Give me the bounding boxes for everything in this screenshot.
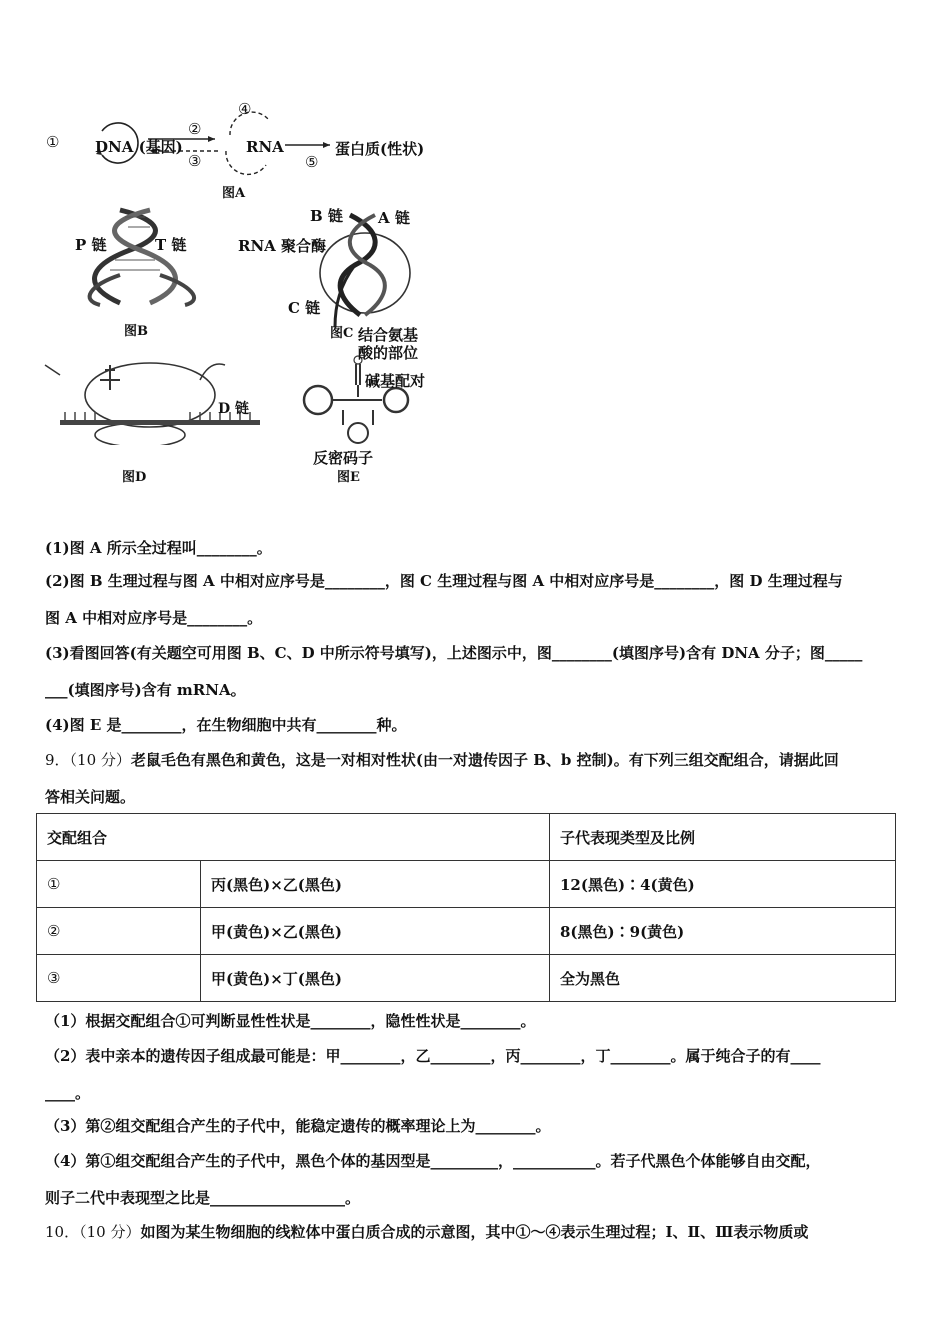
header-cross: 交配组合 xyxy=(37,814,550,861)
figc-c-chain-label: C 链 xyxy=(288,299,321,317)
figd-d-chain-label: D 链 xyxy=(218,401,250,417)
figd-caption: 图D xyxy=(122,470,147,485)
mrna-strand xyxy=(60,420,260,425)
row-cross: 甲(黄色)×丁(黑色) xyxy=(201,955,550,1002)
table-row xyxy=(37,908,896,955)
trna-left-loop xyxy=(304,386,332,414)
row-result: 全为黑色 xyxy=(550,955,896,1002)
row-id: ③ xyxy=(37,955,201,1002)
figa-label-3: ③ xyxy=(188,152,202,170)
fige-anticodon-label: 反密码子 xyxy=(313,449,374,467)
figb-p-chain-label: P 链 xyxy=(75,236,107,254)
q10-text: 如图为某生物细胞的线粒体中蛋白质合成的示意图，其中①～④表示生理过程；Ⅰ、Ⅱ、Ⅲ表示物质或 xyxy=(140,1223,809,1241)
fige-base-pair-label: 碱基配对 xyxy=(365,372,426,390)
q8-part4: (4)图 E 是________，在生物细胞中共有________种。 xyxy=(45,716,407,734)
q8-part2-line2: 图 A 中相对应序号是________。 xyxy=(45,609,263,627)
row-cross: 丙(黑色)×乙(黑色) xyxy=(201,861,550,908)
table-row xyxy=(37,955,896,1002)
q9-intro-line1 xyxy=(45,749,839,770)
figc-caption: 图C xyxy=(330,326,354,341)
q9-intro-text: 老鼠毛色有黑色和黄色，这是一对相对性状(由一对遗传因子 B、b 控制)。有下列三组交配组合，请据此回 xyxy=(130,751,839,769)
q8-part2-line1: (2)图 B 生理过程与图 A 中相对应序号是________，图 C 生理过程与图 A 中相对应序号是________，图 D 生理过程与 xyxy=(45,572,843,590)
q9-sub4-line1: （4）第①组交配组合产生的子代中，黑色个体的基因型是_________，___________。若子代黑色个体能够自由交配， xyxy=(45,1152,821,1170)
q9-sub2-line2: ____。 xyxy=(45,1084,91,1102)
figc-rna-polymerase-label: RNA 聚合酶 xyxy=(238,237,327,255)
q8-part3-line2: ___(填图序号)含有 mRNA。 xyxy=(45,681,246,699)
q10-number: 10．（10 分） xyxy=(45,1223,141,1241)
fige-aa-site-line2: 酸的部位 xyxy=(358,344,419,362)
figa-dna-label: DNA (基因) xyxy=(95,138,183,156)
row-result: 12(黑色)∶4(黄色) xyxy=(550,861,896,908)
q10-intro xyxy=(45,1221,808,1242)
row-cross: 甲(黄色)×乙(黑色) xyxy=(201,908,550,955)
figa-rna-label: RNA xyxy=(246,138,284,156)
figa-caption: 图A xyxy=(222,186,246,201)
table-header-row xyxy=(37,814,896,861)
row-id: ② xyxy=(37,908,201,955)
ribosome-large-subunit xyxy=(85,363,215,427)
figa-label-1: ① xyxy=(46,133,60,151)
figure-b-dna-replication xyxy=(70,205,220,310)
figa-label-4: ④ xyxy=(238,100,252,118)
row-result: 8(黑色)∶9(黄色) xyxy=(550,908,896,955)
q9-sub1: （1）根据交配组合①可判断显性性状是________，隐性性状是________。 xyxy=(45,1012,536,1030)
figb-caption: 图B xyxy=(124,324,148,339)
q9-sub2-line1: （2）表中亲本的遗传因子组成最可能是：甲________，乙________，丙________，丁________。属于纯合子的有____ xyxy=(45,1047,821,1065)
row-id: ① xyxy=(37,861,201,908)
q9-intro-line2: 答相关问题。 xyxy=(45,788,136,806)
q8-part1: (1)图 A 所示全过程叫________。 xyxy=(45,539,272,557)
fige-aa-site-line1: 结合氨基 xyxy=(358,326,419,344)
trna-right-loop xyxy=(384,388,408,412)
q9-sub4-line2: 则子二代中表现型之比是__________________。 xyxy=(45,1189,361,1207)
anticodon-loop xyxy=(348,423,368,443)
rna-polymerase-ellipse xyxy=(320,233,410,313)
figc-b-chain-label: B 链 xyxy=(310,207,343,225)
table-row xyxy=(37,861,896,908)
figb-t-chain-label: T 链 xyxy=(155,236,187,254)
q9-number: 9．（10 分） xyxy=(45,751,131,769)
header-result: 子代表现类型及比例 xyxy=(550,814,896,861)
fige-caption: 图E xyxy=(337,470,360,485)
q8-part3-line1: (3)看图回答(有关题空可用图 B、C、D 中所示符号填写)，上述图示中，图________(填图序号)含有 DNA 分子；图_____ xyxy=(45,644,863,662)
cross-table xyxy=(36,813,896,1002)
figa-label-2: ② xyxy=(188,120,202,138)
figa-protein-label: 蛋白质(性状) xyxy=(335,140,425,158)
figc-a-chain-label: A 链 xyxy=(378,209,410,227)
q9-sub3: （3）第②组交配组合产生的子代中，能稳定遗传的概率理论上为________。 xyxy=(45,1117,551,1135)
figa-label-5: ⑤ xyxy=(305,153,319,171)
